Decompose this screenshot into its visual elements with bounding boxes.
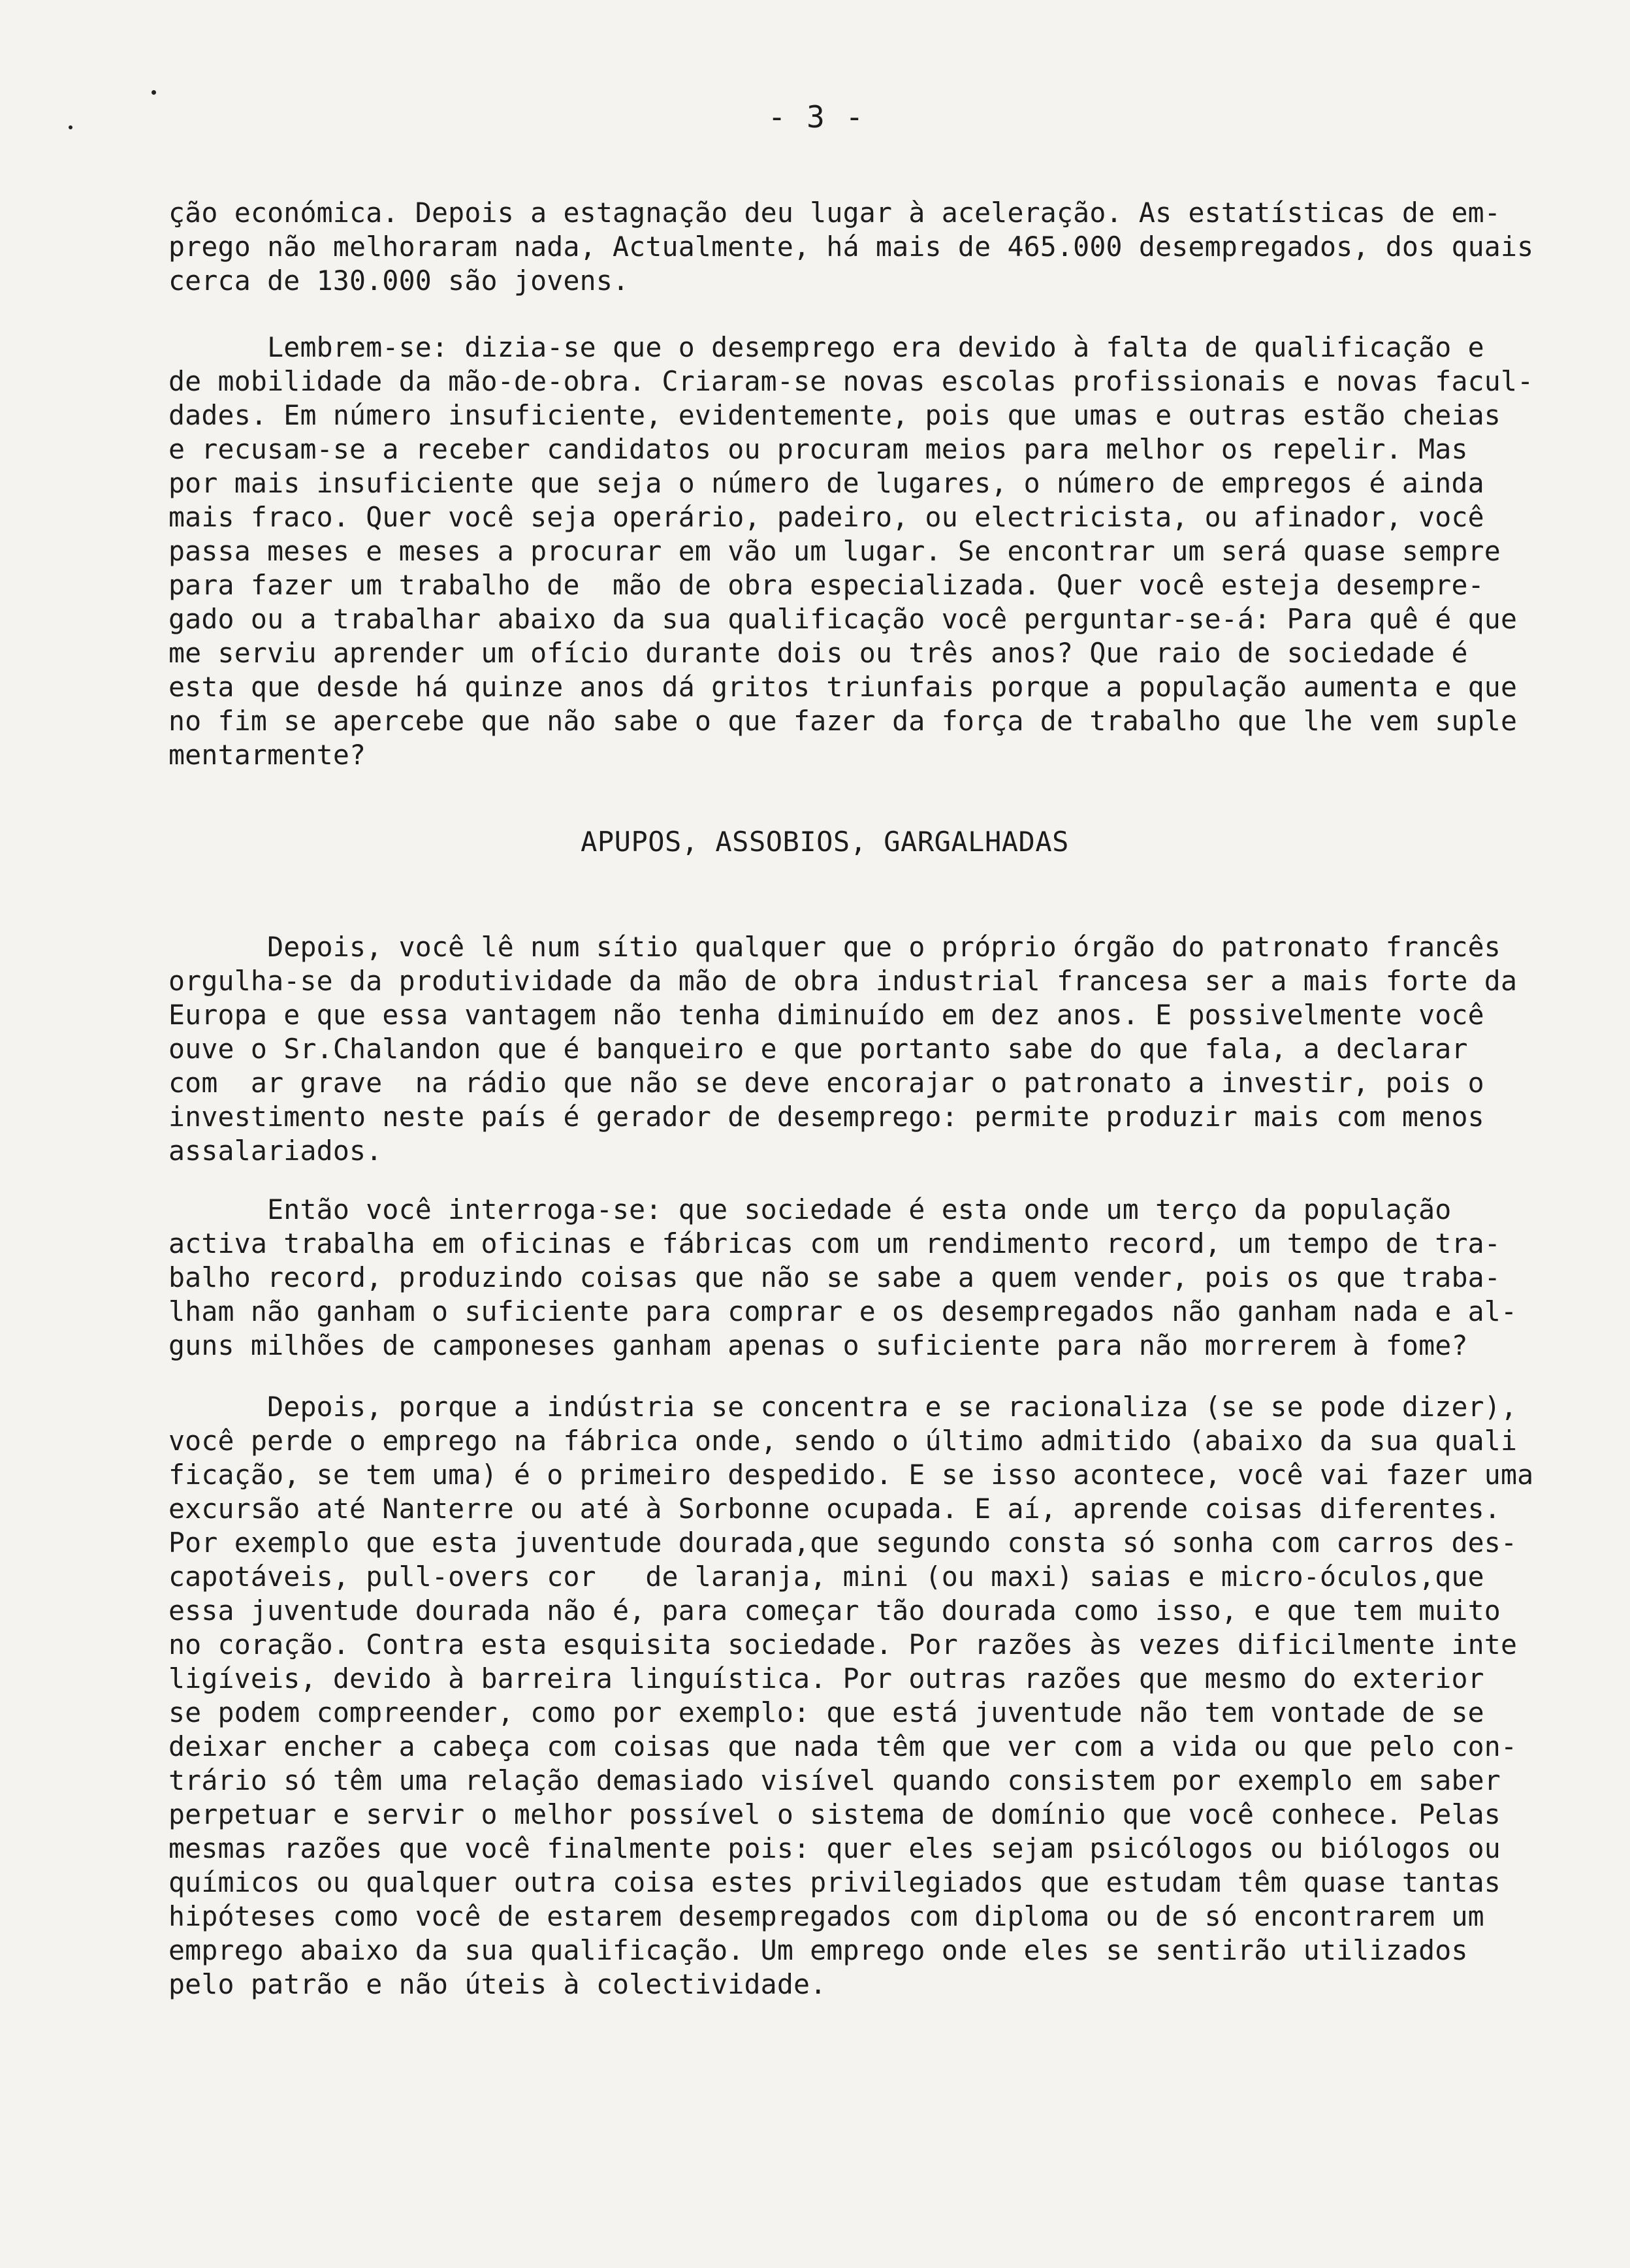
text-line: Por exemplo que esta juventude dourada,que segundo consta só sonha com carros des-: [168, 1527, 1518, 1559]
text-line: essa juventude dourada não é, para começar tão dourada como isso, e que tem muito: [168, 1595, 1501, 1627]
section-heading: APUPOS, ASSOBIOS, GARGALHADAS: [581, 826, 1069, 858]
paper-speck: [152, 90, 156, 95]
text-line: deixar encher a cabeça com coisas que nada têm que ver com a vida ou que pelo con-: [168, 1730, 1518, 1762]
text-line: você perde o emprego na fábrica onde, sendo o último admitido (abaixo da sua quali: [168, 1425, 1518, 1457]
text-line: activa trabalha em oficinas e fábricas com um rendimento record, um tempo de tra-: [168, 1227, 1501, 1259]
text-line: lham não ganham o suficiente para comprar e os desempregados não ganham nada e al-: [168, 1295, 1518, 1327]
text-line: químicos ou qualquer outra coisa estes privilegiados que estudam têm quase tantas: [168, 1866, 1501, 1898]
text-line: Lembrem-se: dizia-se que o desemprego era devido à falta de qualificação e: [168, 331, 1484, 363]
text-line: por mais insuficiente que seja o número de lugares, o número de empregos é ainda: [168, 467, 1484, 499]
paragraph-3: [168, 930, 1518, 1168]
text-line: trário só têm uma relação demasiado visível quando consistem por exemplo em saber: [168, 1764, 1501, 1796]
text-line: com ar grave na rádio que não se deve encorajar o patronato a investir, pois o: [168, 1067, 1484, 1099]
text-line: orgulha-se da produtividade da mão de obra industrial francesa ser a mais forte da: [168, 965, 1518, 997]
text-line: ficação, se tem uma) é o primeiro despedido. E se isso acontece, você vai fazer uma: [168, 1459, 1534, 1491]
text-line: Depois, porque a indústria se concentra e se racionaliza (se se pode dizer),: [168, 1391, 1518, 1423]
text-line: investimento neste país é gerador de desemprego: permite produzir mais com menos: [168, 1101, 1484, 1133]
text-line: ouve o Sr.Chalandon que é banqueiro e que portanto sabe do que fala, a declarar: [168, 1033, 1468, 1065]
text-line: emprego abaixo da sua qualificação. Um emprego onde eles se sentirão utilizados: [168, 1934, 1468, 1966]
text-line: assalariados.: [168, 1135, 383, 1167]
text-line: gado ou a trabalhar abaixo da sua qualificação você perguntar-se-á: Para quê é que: [168, 603, 1518, 635]
paragraph-4: [168, 1193, 1518, 1363]
text-line: mentarmente?: [168, 739, 366, 771]
text-line: dades. Em número insuficiente, evidentemente, pois que umas e outras estão cheias: [168, 399, 1501, 431]
text-line: ligíveis, devido à barreira linguística. Por outras razões que mesmo do exterior: [168, 1662, 1484, 1694]
paragraph-5: [168, 1390, 1534, 2001]
text-line: guns milhões de camponeses ganham apenas o suficiente para não morrerem à fome?: [168, 1329, 1468, 1361]
text-line: ção económica. Depois a estagnação deu lugar à aceleração. As estatísticas de em-: [168, 197, 1501, 229]
text-line: Europa e que essa vantagem não tenha diminuído em dez anos. E possivelmente você: [168, 999, 1484, 1031]
text-line: Depois, você lê num sítio qualquer que o próprio órgão do patronato francês: [168, 931, 1501, 963]
text-line: excursão até Nanterre ou até à Sorbonne ocupada. E aí, aprende coisas diferentes.: [168, 1493, 1501, 1525]
text-line: esta que desde há quinze anos dá gritos triunfais porque a população aumenta e que: [168, 671, 1518, 703]
text-line: mesmas razões que você finalmente pois: quer eles sejam psicólogos ou biólogos ou: [168, 1832, 1501, 1864]
text-line: balho record, produzindo coisas que não se sabe a quem vender, pois os que traba-: [168, 1261, 1501, 1293]
text-line: se podem compreender, como por exemplo: que está juventude não tem vontade de se: [168, 1696, 1484, 1728]
page-number: - 3 -: [767, 99, 865, 135]
text-line: passa meses e meses a procurar em vão um lugar. Se encontrar um será quase sempre: [168, 535, 1501, 567]
text-line: cerca de 130.000 são jovens.: [168, 265, 630, 297]
text-line: para fazer um trabalho de mão de obra especializada. Quer você esteja desempre-: [168, 569, 1484, 601]
paper-speck: [69, 125, 72, 129]
text-line: prego não melhoraram nada, Actualmente, há mais de 465.000 desempregados, dos quais: [168, 231, 1534, 263]
text-line: mais fraco. Quer você seja operário, padeiro, ou electricista, ou afinador, você: [168, 501, 1484, 533]
text-line: hipóteses como você de estarem desempregados com diploma ou de só encontrarem um: [168, 1900, 1484, 1932]
text-line: e recusam-se a receber candidatos ou procuram meios para melhor os repelir. Mas: [168, 433, 1468, 465]
text-line: capotáveis, pull-overs cor de laranja, mini (ou maxi) saias e micro-óculos,que: [168, 1561, 1484, 1593]
paragraph-1: [168, 196, 1534, 298]
text-line: no fim se apercebe que não sabe o que fazer da força de trabalho que lhe vem suple: [168, 705, 1518, 737]
paragraph-2: [168, 331, 1534, 772]
text-line: me serviu aprender um ofício durante dois ou três anos? Que raio de sociedade é: [168, 637, 1468, 669]
text-line: perpetuar e servir o melhor possível o sistema de domínio que você conhece. Pelas: [168, 1798, 1501, 1830]
text-line: no coração. Contra esta esquisita sociedade. Por razões às vezes dificilmente inte: [168, 1628, 1518, 1660]
text-line: de mobilidade da mão-de-obra. Criaram-se novas escolas profissionais e novas facul-: [168, 365, 1534, 397]
text-line: pelo patrão e não úteis à colectividade.: [168, 1968, 827, 2000]
text-line: Então você interroga-se: que sociedade é esta onde um terço da população: [168, 1193, 1452, 1225]
